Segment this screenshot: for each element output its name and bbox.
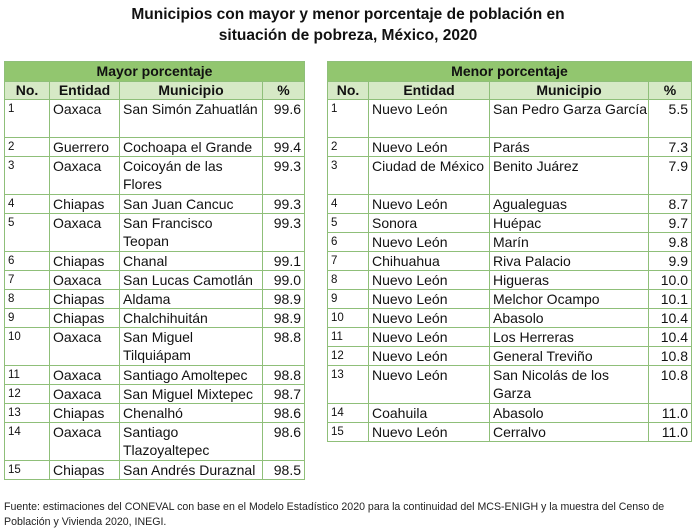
table-row <box>5 271 305 290</box>
row-number: 5 <box>5 214 50 252</box>
table-row <box>328 423 692 442</box>
mayor-col-no: No. <box>5 82 50 100</box>
row-municipio: Parás <box>490 138 649 157</box>
row-percentage: 98.5 <box>263 461 305 480</box>
row-percentage: 98.9 <box>263 290 305 309</box>
row-entidad: Nuevo León <box>369 366 490 404</box>
row-entidad: Chiapas <box>50 404 120 423</box>
row-number: 15 <box>328 423 369 442</box>
row-percentage: 98.8 <box>263 328 305 366</box>
row-number: 7 <box>328 252 369 271</box>
row-number: 12 <box>328 347 369 366</box>
row-entidad: Oaxaca <box>50 100 120 138</box>
table-row <box>5 328 305 366</box>
row-municipio: Santiago Tlazoyaltepec <box>120 423 263 461</box>
menor-col-municipio: Municipio <box>490 82 649 100</box>
row-municipio: Santiago Amoltepec <box>120 366 263 385</box>
row-municipio: San Francisco Teopan <box>120 214 263 252</box>
row-number: 8 <box>328 271 369 290</box>
title-line-2: situación de pobreza, México, 2020 <box>218 27 478 44</box>
row-number: 2 <box>5 138 50 157</box>
row-number: 12 <box>5 385 50 404</box>
row-municipio: Agualeguas <box>490 195 649 214</box>
row-number: 6 <box>5 252 50 271</box>
row-municipio: Marín <box>490 233 649 252</box>
row-percentage: 10.0 <box>649 271 692 290</box>
page-title <box>0 4 696 46</box>
mayor-table <box>4 61 305 480</box>
row-number: 1 <box>328 100 369 138</box>
row-percentage: 9.9 <box>649 252 692 271</box>
table-row <box>328 214 692 233</box>
row-number: 14 <box>5 423 50 461</box>
row-percentage: 98.6 <box>263 404 305 423</box>
mayor-table-body <box>5 100 305 480</box>
mayor-col-municipio: Municipio <box>120 82 263 100</box>
row-number: 3 <box>5 157 50 195</box>
row-number: 13 <box>5 404 50 423</box>
title-line-1: Municipios con mayor y menor porcentaje de población en <box>131 6 565 23</box>
row-number: 4 <box>5 195 50 214</box>
row-number: 1 <box>5 100 50 138</box>
row-municipio: Higueras <box>490 271 649 290</box>
row-entidad: Guerrero <box>50 138 120 157</box>
row-municipio: Melchor Ocampo <box>490 290 649 309</box>
row-entidad: Nuevo León <box>369 195 490 214</box>
table-row <box>5 100 305 138</box>
row-municipio: San Lucas Camotlán <box>120 271 263 290</box>
row-number: 10 <box>328 309 369 328</box>
menor-col-pct: % <box>649 82 692 100</box>
table-row <box>5 461 305 480</box>
table-row <box>5 157 305 195</box>
row-municipio: Riva Palacio <box>490 252 649 271</box>
row-entidad: Nuevo León <box>369 347 490 366</box>
row-entidad: Nuevo León <box>369 290 490 309</box>
row-percentage: 10.8 <box>649 347 692 366</box>
row-percentage: 99.6 <box>263 100 305 138</box>
table-row <box>5 385 305 404</box>
row-number: 3 <box>328 157 369 195</box>
menor-col-no: No. <box>328 82 369 100</box>
row-percentage: 98.9 <box>263 309 305 328</box>
table-row <box>328 404 692 423</box>
row-entidad: Oaxaca <box>50 157 120 195</box>
table-row <box>5 252 305 271</box>
table-row <box>328 328 692 347</box>
row-entidad: Chiapas <box>50 461 120 480</box>
row-percentage: 98.7 <box>263 385 305 404</box>
row-percentage: 11.0 <box>649 423 692 442</box>
row-entidad: Nuevo León <box>369 271 490 290</box>
row-percentage: 7.3 <box>649 138 692 157</box>
row-entidad: Nuevo León <box>369 233 490 252</box>
row-percentage: 99.1 <box>263 252 305 271</box>
row-percentage: 99.0 <box>263 271 305 290</box>
row-municipio: Coicoyán de las Flores <box>120 157 263 195</box>
row-number: 13 <box>328 366 369 404</box>
row-municipio: San Miguel Tilquiápam <box>120 328 263 366</box>
row-entidad: Nuevo León <box>369 309 490 328</box>
row-municipio: Abasolo <box>490 309 649 328</box>
row-municipio: Cerralvo <box>490 423 649 442</box>
row-percentage: 9.7 <box>649 214 692 233</box>
row-percentage: 99.4 <box>263 138 305 157</box>
row-entidad: Oaxaca <box>50 423 120 461</box>
row-number: 9 <box>5 309 50 328</box>
row-percentage: 7.9 <box>649 157 692 195</box>
row-percentage: 98.8 <box>263 366 305 385</box>
table-row <box>328 157 692 195</box>
row-municipio: San Nicolás de los Garza <box>490 366 649 404</box>
row-percentage: 11.0 <box>649 404 692 423</box>
table-row <box>328 233 692 252</box>
menor-col-entidad: Entidad <box>369 82 490 100</box>
row-percentage: 10.4 <box>649 309 692 328</box>
row-percentage: 8.7 <box>649 195 692 214</box>
menor-heading: Menor porcentaje <box>328 62 692 82</box>
row-entidad: Chiapas <box>50 252 120 271</box>
table-row <box>5 195 305 214</box>
row-municipio: San Miguel Mixtepec <box>120 385 263 404</box>
table-row <box>328 138 692 157</box>
mayor-col-entidad: Entidad <box>50 82 120 100</box>
row-entidad: Chiapas <box>50 195 120 214</box>
table-row <box>5 404 305 423</box>
mayor-heading: Mayor porcentaje <box>5 62 305 82</box>
source-footnote: Fuente: estimaciones del CONEVAL con base en el Modelo Estadístico 2020 para la continuidad del MCS-ENIGH y la muestra del Censo de Población y Vivienda 2020, INEGI. <box>4 501 665 528</box>
row-municipio: General Treviño <box>490 347 649 366</box>
row-entidad: Chiapas <box>50 290 120 309</box>
mayor-col-pct: % <box>263 82 305 100</box>
row-percentage: 10.1 <box>649 290 692 309</box>
table-row <box>5 309 305 328</box>
table-row <box>328 195 692 214</box>
row-municipio: Los Herreras <box>490 328 649 347</box>
row-percentage: 99.3 <box>263 157 305 195</box>
row-number: 11 <box>5 366 50 385</box>
table-row <box>328 271 692 290</box>
row-municipio: Chanal <box>120 252 263 271</box>
row-number: 9 <box>328 290 369 309</box>
row-number: 7 <box>5 271 50 290</box>
table-row <box>328 366 692 404</box>
row-municipio: Aldama <box>120 290 263 309</box>
row-entidad: Nuevo León <box>369 423 490 442</box>
row-municipio: Chalchihuitán <box>120 309 263 328</box>
row-municipio: San Simón Zahuatlán <box>120 100 263 138</box>
row-percentage: 99.3 <box>263 214 305 252</box>
row-percentage: 99.3 <box>263 195 305 214</box>
row-entidad: Oaxaca <box>50 385 120 404</box>
row-number: 10 <box>5 328 50 366</box>
row-percentage: 10.8 <box>649 366 692 404</box>
row-municipio: Chenalhó <box>120 404 263 423</box>
row-entidad: Oaxaca <box>50 271 120 290</box>
row-municipio: San Andrés Duraznal <box>120 461 263 480</box>
row-municipio: Huépac <box>490 214 649 233</box>
row-entidad: Coahuila <box>369 404 490 423</box>
table-row <box>328 347 692 366</box>
table-row <box>328 252 692 271</box>
row-entidad: Oaxaca <box>50 328 120 366</box>
menor-table <box>327 61 692 442</box>
row-municipio: Abasolo <box>490 404 649 423</box>
row-municipio: San Juan Cancuc <box>120 195 263 214</box>
menor-table-body <box>328 100 692 442</box>
row-entidad: Oaxaca <box>50 214 120 252</box>
row-number: 15 <box>5 461 50 480</box>
table-row <box>328 290 692 309</box>
row-number: 5 <box>328 214 369 233</box>
row-percentage: 5.5 <box>649 100 692 138</box>
table-row <box>5 138 305 157</box>
row-entidad: Nuevo León <box>369 328 490 347</box>
table-row <box>328 309 692 328</box>
row-municipio: Benito Juárez <box>490 157 649 195</box>
row-number: 2 <box>328 138 369 157</box>
row-entidad: Sonora <box>369 214 490 233</box>
row-number: 4 <box>328 195 369 214</box>
row-entidad: Nuevo León <box>369 100 490 138</box>
table-row <box>5 423 305 461</box>
row-entidad: Chiapas <box>50 309 120 328</box>
table-row <box>5 214 305 252</box>
row-municipio: San Pedro Garza García <box>490 100 649 138</box>
table-row <box>328 100 692 138</box>
row-entidad: Oaxaca <box>50 366 120 385</box>
row-number: 8 <box>5 290 50 309</box>
row-percentage: 98.6 <box>263 423 305 461</box>
row-number: 6 <box>328 233 369 252</box>
row-percentage: 9.8 <box>649 233 692 252</box>
row-percentage: 10.4 <box>649 328 692 347</box>
row-municipio: Cochoapa el Grande <box>120 138 263 157</box>
table-row <box>5 290 305 309</box>
row-entidad: Ciudad de México <box>369 157 490 195</box>
row-entidad: Chihuahua <box>369 252 490 271</box>
table-row <box>5 366 305 385</box>
row-entidad: Nuevo León <box>369 138 490 157</box>
row-number: 14 <box>328 404 369 423</box>
row-number: 11 <box>328 328 369 347</box>
